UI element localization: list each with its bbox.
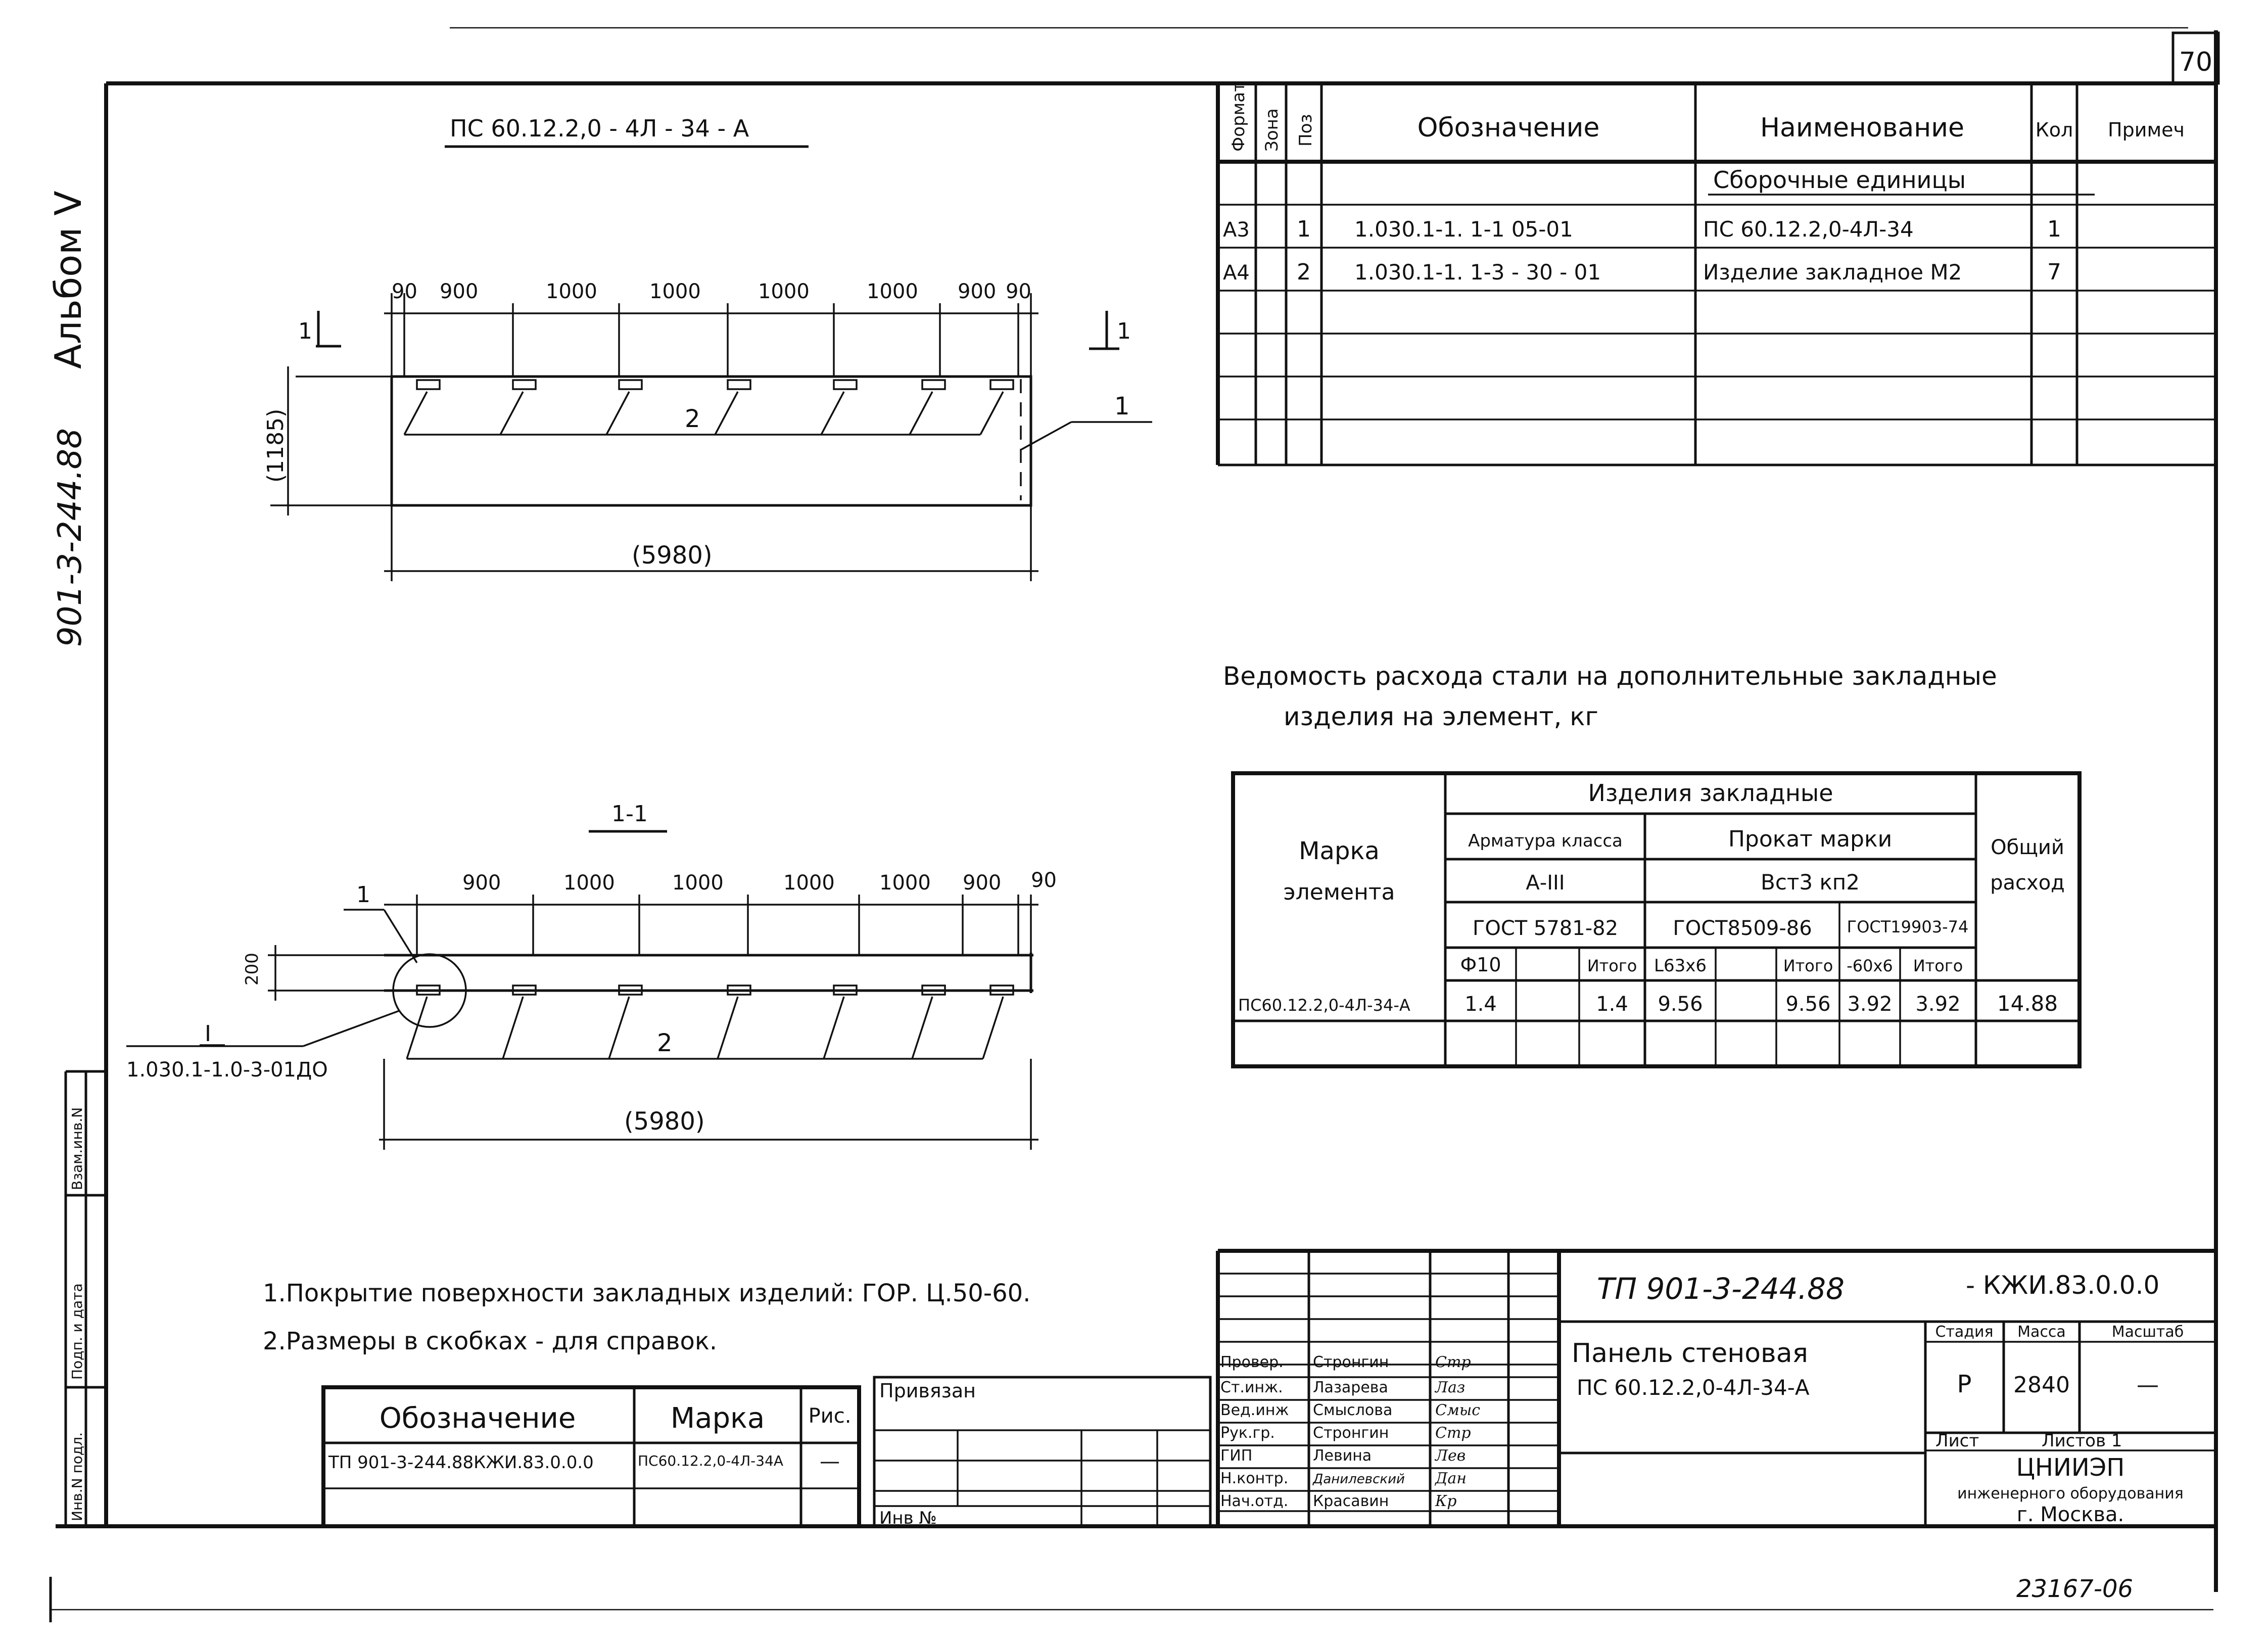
steel-row-grand: 14.88 xyxy=(1997,991,2058,1016)
tb-stage: Р xyxy=(1957,1370,1972,1398)
tb-h-scale: Масштаб xyxy=(2111,1323,2184,1341)
dim-sec-4: 1000 xyxy=(879,871,931,895)
note-1: 1.Покрытие поверхности закладных изделий: ГОР. Ц.50-60. xyxy=(263,1279,1031,1307)
steel-h-strip: -60х6 xyxy=(1847,956,1893,975)
ref-row-fig: — xyxy=(820,1450,840,1473)
height-dim: (1185) xyxy=(263,408,289,483)
staff-role-5: Н.контр. xyxy=(1220,1470,1289,1487)
spec-r1-format: А3 xyxy=(1223,218,1250,242)
dim-sec-6: 90 xyxy=(1031,869,1057,892)
callout-ref: 1.030.1-1.0-3-01ДО xyxy=(126,1058,328,1082)
side-code-group xyxy=(47,191,89,647)
spec-h-pos: Поз xyxy=(1296,114,1316,147)
staff-sign-4: Лев xyxy=(1435,1447,1466,1465)
stamp-vzam: Взам.инв.N xyxy=(69,1107,85,1190)
staff-name-4: Левина xyxy=(1313,1447,1372,1465)
steel-h-mark-2: элемента xyxy=(1283,879,1395,905)
tb-code: ТП 901-3-244.88 xyxy=(1597,1272,1845,1306)
length-dim-section: (5980) xyxy=(624,1107,705,1136)
tb-org-3: г. Москва. xyxy=(2016,1503,2124,1526)
section-mark-right: 1 xyxy=(1117,318,1131,344)
dim-200: 200 xyxy=(242,953,262,986)
binding-inv: Инв № xyxy=(879,1508,937,1528)
staff-role-1: Ст.инж. xyxy=(1220,1379,1283,1396)
album-label: Альбом V xyxy=(47,191,89,369)
steel-h-a3: А-III xyxy=(1526,871,1565,895)
callout-mark: I xyxy=(205,1021,211,1047)
dim-sec-2: 1000 xyxy=(672,871,724,895)
steel-row-total1: 1.4 xyxy=(1596,993,1628,1016)
tb-scale: — xyxy=(2137,1372,2159,1398)
staff-sign-5: Дан xyxy=(1435,1470,1467,1487)
steel-h-gost1: ГОСТ 5781-82 xyxy=(1472,917,1619,940)
section-pos-1: 1 xyxy=(356,882,370,908)
tb-h-stage: Стадия xyxy=(1935,1323,1994,1341)
staff-name-3: Стронгин xyxy=(1313,1424,1389,1442)
steel-row-total3: 3.92 xyxy=(1915,993,1961,1016)
steel-h-total2: Итого xyxy=(1783,956,1833,975)
tb-h-mass: Масса xyxy=(2017,1323,2066,1341)
staff-name-6: Красавин xyxy=(1313,1492,1389,1510)
dim-top-3: 1000 xyxy=(649,280,701,303)
steel-h-rolled: Прокат марки xyxy=(1728,826,1893,852)
steel-row-mark: ПС60.12.2,0-4Л-34-А xyxy=(1238,996,1410,1015)
staff-name-0: Стронгин xyxy=(1313,1353,1389,1371)
tb-name-2: ПС 60.12.2,0-4Л-34-А xyxy=(1577,1375,1810,1400)
embedded-items-top xyxy=(404,380,1013,435)
staff-role-0: Провер. xyxy=(1220,1353,1284,1371)
tb-name-1: Панель стеновая xyxy=(1572,1338,1808,1369)
dim-top-5: 1000 xyxy=(867,280,918,303)
tb-mass: 2840 xyxy=(2013,1372,2070,1398)
spec-r1-qty: 1 xyxy=(2047,216,2061,242)
steel-row-d10: 1.4 xyxy=(1464,993,1497,1016)
staff-name-1: Лазарева xyxy=(1313,1379,1388,1396)
stamp-podp: Подп. и дата xyxy=(69,1283,85,1380)
staff-sign-0: Стр xyxy=(1435,1353,1471,1371)
length-dim-top: (5980) xyxy=(632,541,713,570)
steel-row-strip: 3.92 xyxy=(1847,993,1893,1016)
archive-number: 23167-06 xyxy=(2016,1575,2134,1603)
section-drawing xyxy=(126,801,1057,1150)
staff-sign-2: Смыс xyxy=(1435,1401,1481,1419)
spec-h-format: Формат xyxy=(1228,82,1249,152)
elevation-title: ПС 60.12.2,0 - 4Л - 34 - А xyxy=(450,115,749,142)
spec-r1-designation: 1.030.1-1. 1-1 05-01 xyxy=(1354,217,1573,242)
steel-h-total-2: расход xyxy=(1990,871,2065,895)
ref-row-mark: ПС60.12.2,0-4Л-34А xyxy=(638,1452,784,1469)
panel-elevation xyxy=(263,115,1152,581)
spec-r2-designation: 1.030.1-1. 1-3 - 30 - 01 xyxy=(1354,260,1601,285)
sheet-number: 70 xyxy=(2179,47,2213,77)
steel-title-2: изделия на элемент, кг xyxy=(1284,702,1598,731)
section-title: 1-1 xyxy=(611,801,648,827)
staff-name-5: Данилевский xyxy=(1313,1472,1405,1487)
spec-r2-name: Изделие закладное М2 xyxy=(1703,260,1962,285)
side-code: 901-3-244.88 xyxy=(52,428,89,647)
spec-h-designation: Обозначение xyxy=(1417,113,1600,143)
dim-sec-1: 1000 xyxy=(563,871,615,895)
note-2: 2.Размеры в скобках - для справок. xyxy=(263,1327,718,1355)
steel-h-total-1: Общий xyxy=(1991,836,2064,859)
steel-h-steel: Вст3 кп2 xyxy=(1761,870,1860,895)
binding-label: Привязан xyxy=(879,1380,976,1402)
embedded-items-section xyxy=(407,986,1013,1059)
dim-top-2: 1000 xyxy=(546,280,597,303)
dim-top-0: 90 xyxy=(392,280,417,303)
tb-org-2: инженерного оборудования xyxy=(1957,1485,2184,1503)
staff-sign-3: Стр xyxy=(1435,1424,1471,1442)
section-pos-2: 2 xyxy=(657,1029,673,1057)
steel-h-items: Изделия закладные xyxy=(1588,779,1833,807)
staff-sign-1: Лаз xyxy=(1435,1379,1466,1396)
ref-h-mark: Марка xyxy=(670,1402,765,1435)
steel-row-angle: 9.56 xyxy=(1658,993,1703,1016)
staff-role-3: Рук.гр. xyxy=(1220,1424,1275,1442)
elevation-pos-2: 2 xyxy=(685,405,700,433)
spec-h-name: Наименование xyxy=(1760,113,1965,143)
dim-top-6: 900 xyxy=(958,280,997,303)
spec-section-row: Сборочные единицы xyxy=(1713,166,1966,194)
staff-name-2: Смыслова xyxy=(1313,1401,1393,1419)
stamp-inv: Инв.N подл. xyxy=(69,1432,85,1521)
spec-r1-pos: 1 xyxy=(1297,216,1311,242)
spec-r2-qty: 7 xyxy=(2047,259,2061,285)
ref-h-fig: Рис. xyxy=(808,1404,852,1428)
staff-sign-6: Кр xyxy=(1435,1492,1457,1510)
tb-org-1: ЦНИИЭП xyxy=(2016,1453,2125,1482)
section-mark-left: 1 xyxy=(298,318,312,344)
tb-sheets: Листов 1 xyxy=(2042,1431,2122,1451)
dim-sec-0: 900 xyxy=(462,871,501,895)
spec-r2-format: А4 xyxy=(1223,261,1250,285)
tb-code-suffix: - КЖИ.83.0.0.0 xyxy=(1966,1271,2160,1300)
spec-h-note: Примеч xyxy=(2108,119,2185,141)
staff-role-6: Нач.отд. xyxy=(1220,1492,1289,1510)
staff-role-2: Вед.инж xyxy=(1220,1401,1289,1419)
spec-r2-pos: 2 xyxy=(1297,259,1311,285)
dim-sec-5: 900 xyxy=(963,871,1002,895)
steel-h-angle: L63х6 xyxy=(1654,956,1707,976)
ref-h-designation: Обозначение xyxy=(379,1402,576,1435)
steel-row-total2: 9.56 xyxy=(1785,993,1831,1016)
spec-h-qty: Кол xyxy=(2035,119,2073,141)
dim-ticks-top xyxy=(392,293,1031,377)
steel-h-rebar: Арматура класса xyxy=(1468,831,1623,851)
dim-top-4: 1000 xyxy=(758,280,810,303)
elevation-pos-1: 1 xyxy=(1114,392,1130,420)
dim-ticks-section xyxy=(417,895,1031,955)
spec-h-zone: Зона xyxy=(1262,108,1282,152)
dim-top-1: 900 xyxy=(440,280,479,303)
steel-h-gost2: ГОСТ8509-86 xyxy=(1673,917,1812,940)
steel-h-total3: Итого xyxy=(1913,956,1963,975)
steel-h-gost3: ГОСТ19903-74 xyxy=(1847,917,1969,936)
tb-sheet: Лист xyxy=(1935,1431,1979,1451)
steel-h-d10: Ф10 xyxy=(1460,954,1501,976)
steel-h-mark-1: Марка xyxy=(1299,837,1380,865)
ref-row-designation: ТП 901-3-244.88КЖИ.83.0.0.0 xyxy=(328,1452,594,1473)
spec-r1-name: ПС 60.12.2,0-4Л-34 xyxy=(1703,217,1914,242)
dim-sec-3: 1000 xyxy=(783,871,835,895)
staff-role-4: ГИП xyxy=(1220,1447,1253,1465)
steel-title-1: Ведомость расхода стали на дополнительные закладные xyxy=(1223,662,1997,691)
steel-h-total1: Итого xyxy=(1587,956,1637,975)
dim-top-7: 90 xyxy=(1006,280,1031,303)
